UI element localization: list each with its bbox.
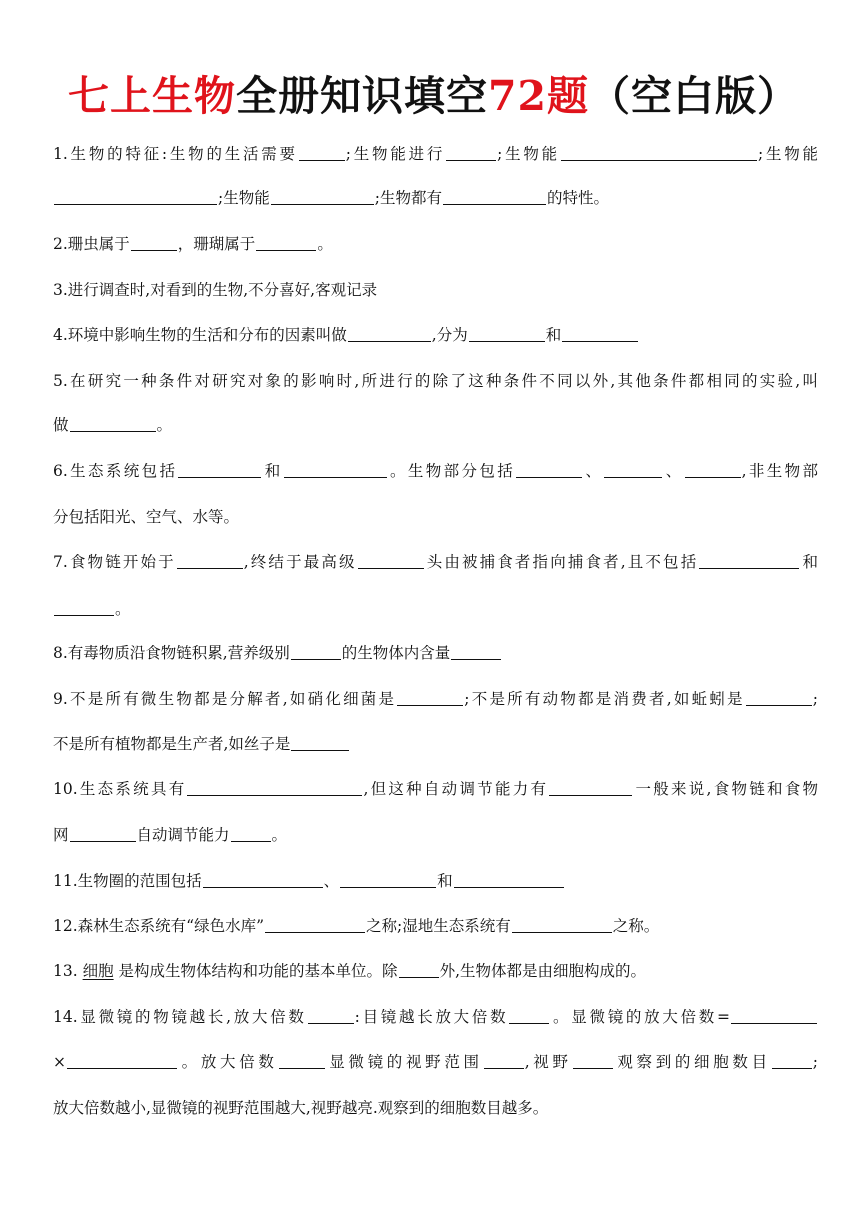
q7-text-c: 头由被捕食者指向捕食者,且不包括 [424,553,699,571]
q9-text-b: ;不是所有动物都是消费者,如蚯蚓是 [464,690,745,708]
blank[interactable] [70,824,136,842]
q12-text-b: 之称;湿地生态系统有 [366,917,511,935]
blank[interactable] [54,598,114,616]
q14-text-i: ; [812,1053,818,1071]
blank[interactable] [731,1006,817,1024]
q5-text-a: 5.在研究一种条件对研究对象的影响时,所进行的除了这种条件不同以外,其他条件都相同的实验,叫 [53,372,818,390]
q6-text-d: 、 [583,462,604,480]
question-4 [53,320,818,350]
blank[interactable] [685,460,741,478]
blank[interactable] [131,233,177,251]
blank[interactable] [561,143,757,161]
q14-text-d: × [53,1053,66,1071]
blank[interactable] [271,187,374,205]
q4-text-c: 和 [545,326,562,344]
q2-text-b: ，珊瑚属于 [177,235,256,253]
q6-text-f: ,非生物部 [741,462,818,480]
q14-text-g: ,视野 [524,1053,572,1071]
title-part-2: 全册知识填空 [235,72,488,120]
q13-text-a: 13. [53,962,78,980]
q13-text-d: 外,生物体都是由细胞构成的。 [439,962,646,980]
q1-text-b: ;生物能进行 [345,145,446,163]
q1-text-d: ;生物能 [757,145,818,163]
blank[interactable] [469,324,545,342]
blank[interactable] [604,460,662,478]
q14-text-j: 放大倍数越小,显微镜的视野范围越大,视野越亮.观察到的细胞数目越多。 [53,1099,549,1117]
q1-text-e: ;生物能 [218,189,270,207]
q2-text-c: 。 [317,235,333,253]
blank[interactable] [549,778,632,796]
blank[interactable] [291,642,341,660]
blank[interactable] [562,324,638,342]
q14-text-b: :目镜越长放大倍数 [354,1008,509,1026]
q10-text-e: 自动调节能力 [136,826,230,844]
q11-text-a: 11.生物圈的范围包括 [53,872,202,890]
q5-text-c: 。 [156,416,173,434]
q6-text-c: 。生物部分包括 [387,462,516,480]
blank[interactable] [299,143,345,161]
q14-text-c: 。显微镜的放大倍数= [550,1008,730,1026]
q14-text-e: 。放大倍数 [178,1053,278,1071]
question-6-line-1 [53,456,818,486]
question-13 [53,956,818,986]
q6-text-e: 、 [663,462,684,480]
q6-text-b: 和 [262,462,283,480]
blank[interactable] [399,960,439,978]
question-6-line-2 [53,502,818,532]
q7-text-b: ,终结于最高级 [243,553,357,571]
q8-text-b: 的生物体内含量 [341,644,451,662]
question-7-line-2 [53,594,818,624]
q9-text-d: 不是所有植物都是生产者,如丝子是 [53,735,291,753]
q12-text-c: 之称。 [612,917,660,935]
q14-text-a: 14.显微镜的物镜越长,放大倍数 [53,1008,307,1026]
q10-text-d: 网 [53,826,69,844]
q7-text-d: 和 [800,553,818,571]
blank[interactable] [348,324,431,342]
blank[interactable] [54,187,217,205]
q7-text-e: 。 [115,600,131,618]
q1-text-a: 1.生物的特征:生物的生活需要 [53,145,298,163]
blank[interactable] [573,1051,613,1069]
blank[interactable] [746,688,812,706]
question-2 [53,229,818,259]
q10-text-a: 10.生态系统具有 [53,780,187,798]
q13-answer-underlined: 细胞 [82,962,114,980]
blank[interactable] [284,460,387,478]
question-8 [53,638,818,668]
blank[interactable] [203,870,323,888]
q11-text-b: 、 [323,872,340,890]
question-1-line-2 [53,183,818,213]
question-11 [53,866,818,896]
q4-text-b: ,分为 [431,326,468,344]
blank[interactable] [454,870,564,888]
q11-text-c: 和 [437,872,453,890]
q14-text-h: 观察到的细胞数目 [613,1053,771,1071]
question-5-line-1 [53,366,818,396]
title-part-3: 72题 [487,72,590,120]
blank[interactable] [397,688,463,706]
question-9-line-1 [53,684,818,714]
q7-text-a: 7.食物链开始于 [53,553,176,571]
blank[interactable] [446,143,496,161]
q14-text-f: 显微镜的视野范围 [325,1053,483,1071]
q8-text-a: 8.有毒物质沿食物链积累,营养级别 [53,644,290,662]
question-5-line-2 [53,410,818,440]
q12-text-a: 12.森林生态系统有“绿色水库” [53,917,264,935]
blank[interactable] [772,1051,812,1069]
q10-text-c: 一般来说,食物链和食物 [633,780,818,798]
blank[interactable] [308,1006,354,1024]
blank[interactable] [177,551,243,569]
blank[interactable] [699,551,799,569]
q10-text-b: ,但这种自动调节能力有 [363,780,549,798]
blank[interactable] [443,187,546,205]
blank[interactable] [340,870,436,888]
blank[interactable] [265,915,365,933]
question-12 [53,911,818,941]
question-1-line-1 [53,139,818,169]
page-title [0,68,867,124]
blank[interactable] [70,414,156,432]
blank[interactable] [509,1006,549,1024]
blank[interactable] [231,824,271,842]
q6-text-g: 分包括阳光、空气、水等。 [53,508,240,526]
q4-text-a: 4.环境中影响生物的生活和分布的因素叫做 [53,326,347,344]
blank[interactable] [187,778,362,796]
question-3 [53,275,818,305]
question-14-line-1 [53,1002,818,1032]
q5-text-b: 做 [53,416,69,434]
blank[interactable] [512,915,612,933]
question-10-line-2 [53,820,818,850]
blank[interactable] [291,733,349,751]
blank[interactable] [358,551,424,569]
blank[interactable] [484,1051,524,1069]
blank[interactable] [516,460,582,478]
q1-text-c: ;生物能 [497,145,560,163]
blank[interactable] [178,460,261,478]
title-part-1: 七上生物 [67,72,236,120]
question-9-line-2 [53,729,818,759]
question-14-line-3 [53,1093,818,1123]
q6-text-a: 6.生态系统包括 [53,462,178,480]
question-7-line-1 [53,547,818,577]
blank[interactable] [451,642,501,660]
q9-text-c: ; [812,690,818,708]
blank[interactable] [279,1051,325,1069]
q10-text-f: 。 [271,826,288,844]
q1-text-f: ;生物都有 [374,189,442,207]
blank[interactable] [256,233,316,251]
blank[interactable] [67,1051,177,1069]
title-part-4: （空白版） [589,72,800,120]
q3-text-a: 3.进行调查时,对看到的生物,不分喜好,客观记录 [53,281,378,299]
q9-text-a: 9.不是所有微生物都是分解者,如硝化细菌是 [53,690,397,708]
question-10-line-1 [53,774,818,804]
q2-text-a: 2.珊虫属于 [53,235,130,253]
q13-text-c: 是构成生物体结构和功能的基本单位。除 [118,962,398,980]
question-14-line-2 [53,1047,818,1077]
q1-text-g: 的特性。 [546,189,609,207]
